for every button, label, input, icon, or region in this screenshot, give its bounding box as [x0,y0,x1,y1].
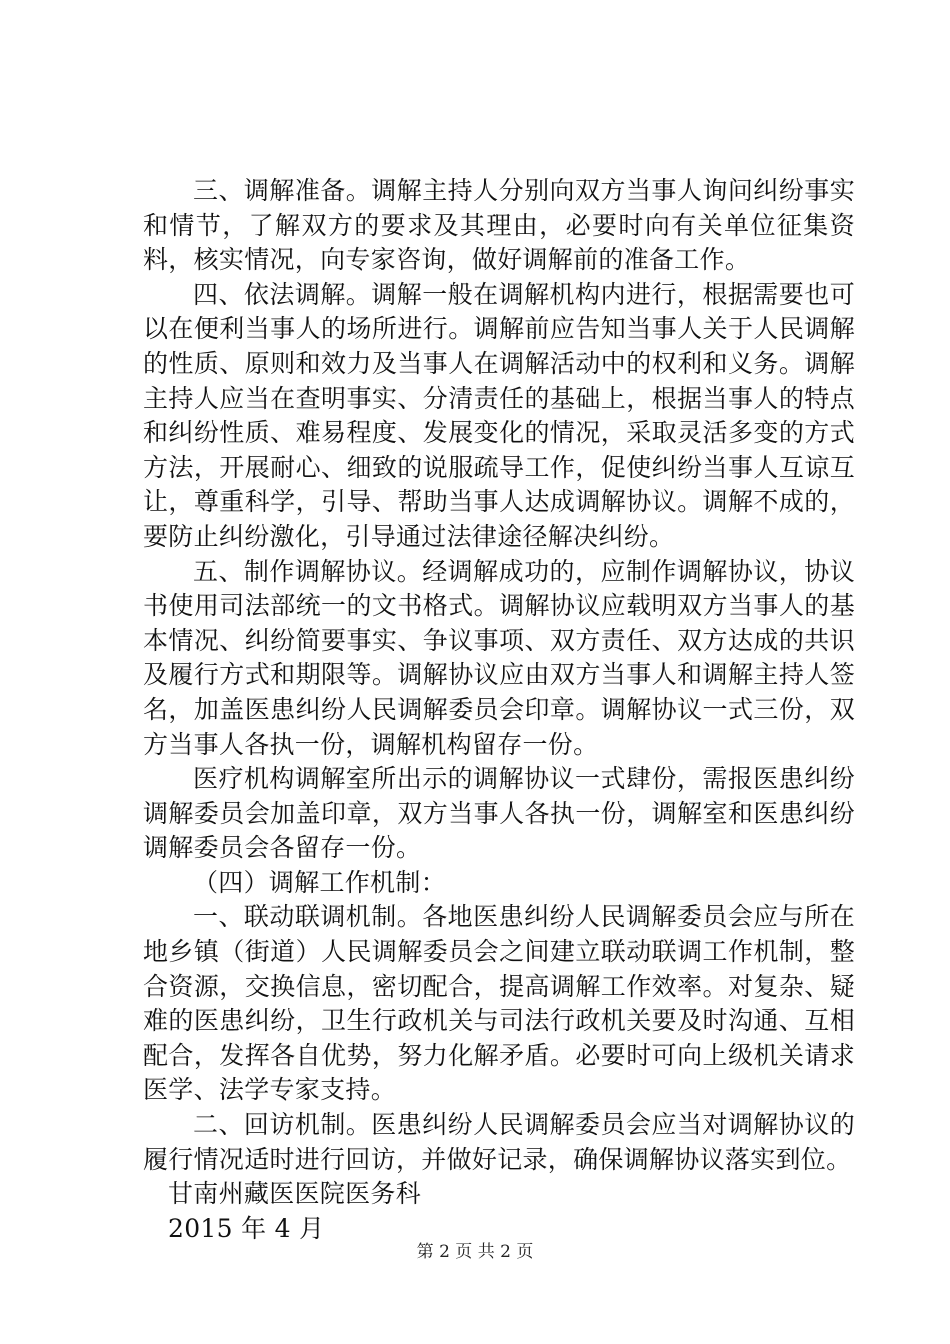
signature-organization: 甘南州藏医医院医务科 [168,1179,422,1209]
paragraph-preparation: 三、调解准备。调解主持人分别向双方当事人询问纠纷事实和情节，了解双方的要求及其理由，必要时向有关单位征集资料，核实情况，向专家咨询，做好调解前的准备工作。 [143,176,855,275]
section-heading-work-mechanism: （四）调解工作机制： [193,867,447,897]
paragraph-lawful-mediation: 四、依法调解。调解一般在调解机构内进行，根据需要也可以在便利当事人的场所进行。调解前应告知当事人关于人民调解的性质、原则和效力及当事人在调解活动中的权利和义务。调解主持人应当在查明事实、分清责任的基础上，根据当事人的特点和纠纷性质、难易程度、发展变化的情况，采取灵活多变的方式方法，开展耐心、细致的说服疏导工作，促使纠纷当事人互谅互让，尊重科学，引导、帮助当事人达成调解协议。调解不成的，要防止纠纷激化，引导通过法律途径解决纠纷。 [143,279,855,551]
page-number-footer: 第 2 页 共 2 页 [416,1242,534,1262]
paragraph-follow-up: 二、回访机制。医患纠纷人民调解委员会应当对调解协议的履行情况适时进行回访，并做好记录，确保调解协议落实到位。 [143,1110,855,1174]
paragraph-mediation-agreement: 五、制作调解协议。经调解成功的，应制作调解协议，协议书使用司法部统一的文书格式。调解协议应载明双方当事人的基本情况、纠纷简要事实、争议事项、双方责任、双方达成的共识及履行方式和期限等。调解协议应由双方当事人和调解主持人签名，加盖医患纠纷人民调解委员会印章。调解协议一式三份，双方当事人各执一份，调解机构留存一份。 [143,556,855,759]
document-body [143,174,855,1246]
signature-date: 2015 年 4 月 [168,1213,325,1243]
paragraph-hospital-mediation-room: 医疗机构调解室所出示的调解协议一式肆份，需报医患纠纷调解委员会加盖印章，双方当事人各执一份，调解室和医患纠纷调解委员会各留存一份。 [143,764,855,863]
paragraph-joint-mediation: 一、联动联调机制。各地医患纠纷人民调解委员会应与所在地乡镇（街道）人民调解委员会之间建立联动联调工作机制，整合资源，交换信息，密切配合，提高调解工作效率。对复杂、疑难的医患纠纷，卫生行政机关与司法行政机关要及时沟通、互相配合，发挥各自优势，努力化解矛盾。必要时可向上级机关请求医学、法学专家支持。 [143,902,855,1105]
